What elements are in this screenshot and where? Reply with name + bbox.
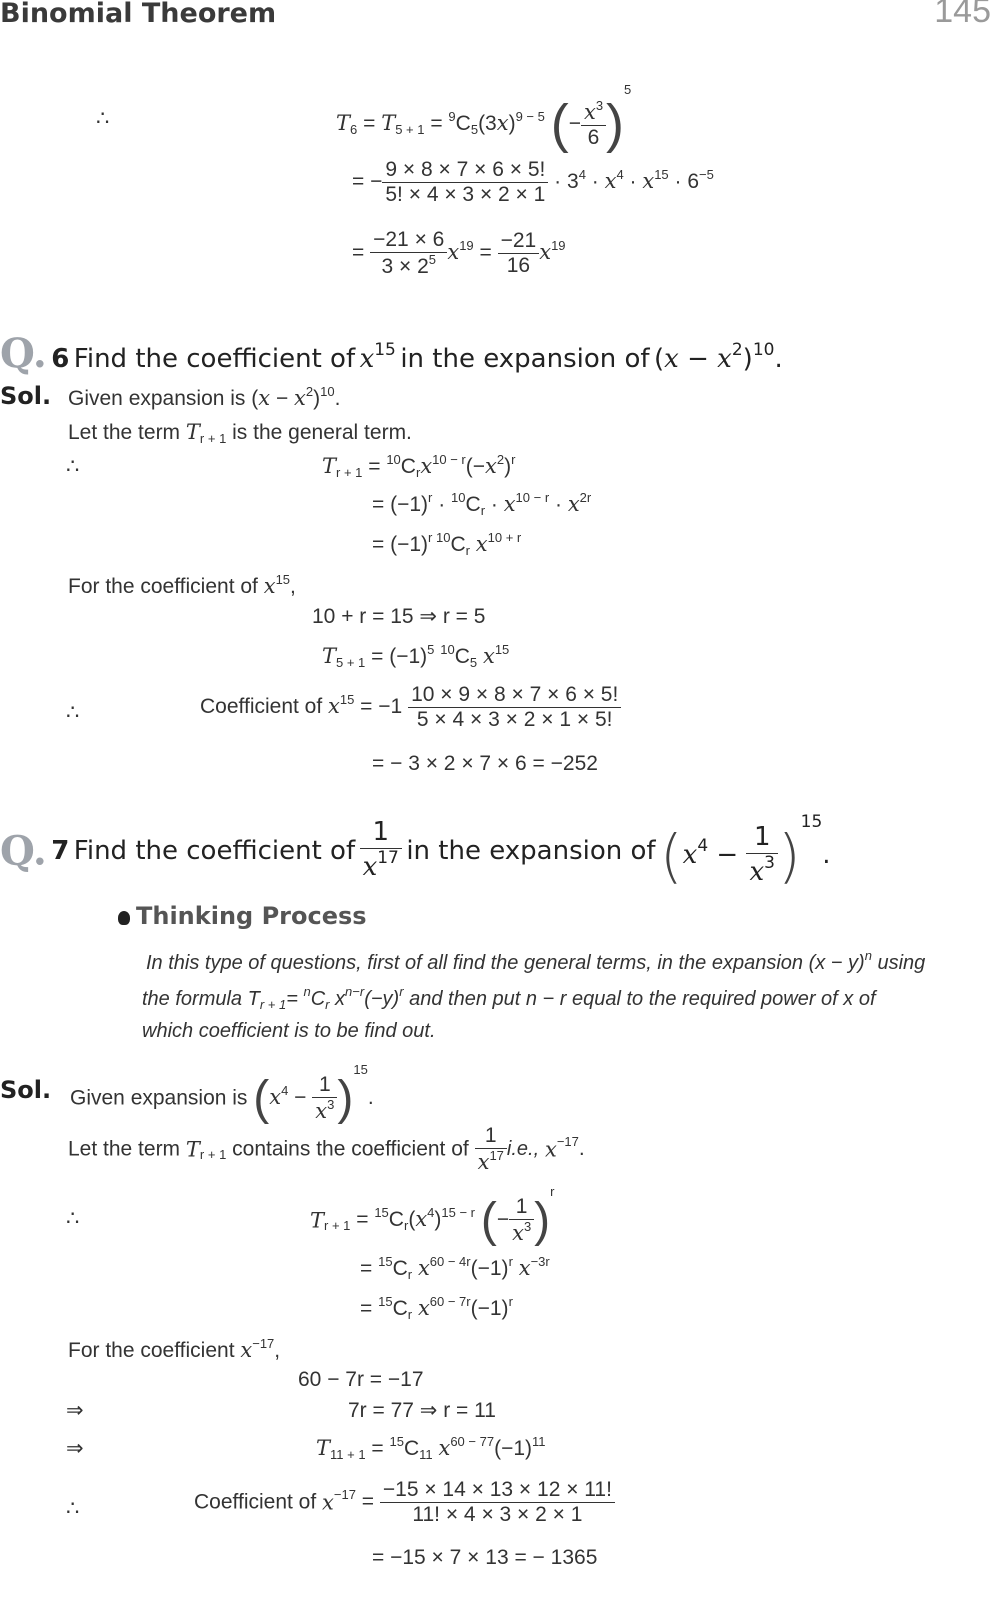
- line2-numerator: 9 × 8 × 7 × 6 × 5!: [382, 158, 548, 183]
- q7-sol-label: Sol.: [0, 1076, 52, 1104]
- q6-for-coeff: For the coefficient of $x^{15}$,: [68, 572, 296, 598]
- q6-text-2: in the expansion of: [400, 344, 650, 374]
- q6-therefore-1: ∴: [66, 455, 80, 478]
- q7-general-term-3: = $^{15}C_r$ $x^{60 - 7r}(-1)^r$: [360, 1294, 513, 1322]
- t6-equation-line: $T_6 = T_{5 + 1} = ^9C_5(3x)^{9 - 5}$ (− $\frac{x^3}{6}$ )$^5$: [336, 82, 632, 155]
- q7-step2: 7r = 77 ⇒ r = 11: [348, 1399, 496, 1422]
- q7-let-line: Let the term $T_{r + 1}$ contains the coefficient of $\frac{1}{x^{17}}$ i.e., $x^{-17}$.: [68, 1124, 585, 1175]
- q6-text: Find the coefficient of: [73, 344, 356, 374]
- q6-q-letter: Q.: [0, 330, 47, 377]
- q7-given-line: Given expansion is ($x^4$ − $\frac{1}{x^3}$ )$^{15}$.: [70, 1062, 374, 1125]
- q7-number: 7: [51, 835, 70, 866]
- q6-given-line: Given expansion is $(x - x^2)^{10}$.: [68, 384, 341, 410]
- thinking-process-title: Thinking Process: [118, 902, 367, 930]
- q6-therefore-2: ∴: [66, 701, 80, 724]
- q7-therefore-2: ∴: [66, 1497, 80, 1520]
- q6-result: = − 3 × 2 × 7 × 6 = −252: [372, 752, 598, 775]
- q7-for-coeff: For the coefficient $x^{-17}$,: [68, 1336, 281, 1362]
- q7-text: Find the coefficient of: [73, 835, 356, 866]
- t6-expansion-line: = − $\frac{9 \times 8 \times 7 \times 6 \times 5!}{5! \times 4 \times 3 \times 2 \times 1}$ · $3^4 \cdot x^4 \cdot x^{15} \cdot 6^{-5}$: [352, 158, 714, 207]
- t6-result-line: = $\frac{-21 \times 6}{3 \times 2^5}$ $x^{19}$ = $\frac{-21}{16}$ $x^{19}$: [352, 228, 566, 279]
- q7-coefficient-line: Coefficient of $x^{-17}$ = $\frac{-15 \times 14 \times 13 \times 12 \times 11!}{11! \times 4 \times 3 \times 2 \times 1}$: [194, 1478, 615, 1527]
- thinking-line-1: In this type of questions, first of all find the general terms, in the expansion $(x - y)^n$ using: [146, 948, 926, 974]
- thinking-line-2: the formula $T_{r + 1}= ^nC_r$ $x^{n-r}(-y)^r$ and then put n − r equal to the required power of x of: [142, 984, 876, 1012]
- q7-coeff-numerator: −15 × 14 × 13 × 12 × 11!: [380, 1478, 615, 1503]
- q7-t12-term: $T_{11 + 1} = ^{15}C_{11}$ $x^{60 - 77}(-1)^{11}$: [316, 1434, 546, 1462]
- line3-denominator-2: 16: [506, 254, 531, 278]
- q6-general-term-3: = $(-1)^{r 10}C_r$ $x^{10 + r}$: [372, 530, 522, 558]
- q6-number: 6: [51, 344, 70, 374]
- q7-coeff-denominator: 11! × 4 × 3 × 2 × 1: [412, 1503, 583, 1527]
- running-header-title: Binomial Theorem: [0, 0, 277, 29]
- page-number: 145: [934, 0, 991, 30]
- therefore-symbol: ∴: [96, 107, 110, 130]
- q7-text-2: in the expansion of: [406, 835, 656, 866]
- q6-general-term: $T_{r + 1} = ^{10}C_rx^{10 - r}(-x^2)^r$: [322, 452, 516, 480]
- q6-coeff-denominator: 5 × 4 × 3 × 2 × 1 × 5!: [416, 708, 613, 732]
- q6-coefficient-line: Coefficient of $x^{15} = -1$ $\frac{10 \times 9 \times 8 \times 7 \times 6 \times 5!}{5 \times 4 \times 3 \times 2 \times 1 \times 5!}$: [200, 683, 621, 732]
- lightbulb-icon: [118, 911, 130, 925]
- q6-eq-r: 10 + r = 15 ⇒ r = 5: [312, 605, 486, 628]
- q6-sol-label: Sol.: [0, 382, 52, 410]
- q6-general-term-2: = $(-1)^r \cdot ^{10}C_r \cdot x^{10 - r} \cdot x^{2r}$: [372, 490, 592, 518]
- q7-q-letter: Q.: [0, 827, 47, 875]
- line2-denominator: 5! × 4 × 3 × 2 × 1: [385, 183, 546, 207]
- q7-general-term: $T_{r + 1} = ^{15}C_r(x^4)^{15 - r}$ (− $\frac{1}{x^3}$ )$^r$: [310, 1184, 555, 1247]
- q7-result: = −15 × 7 × 13 = − 1365: [372, 1546, 598, 1569]
- q7-therefore-1: ∴: [66, 1207, 80, 1230]
- q6-coeff-numerator: 10 × 9 × 8 × 7 × 6 × 5!: [408, 683, 621, 708]
- q7-general-term-2: = $^{15}C_r$ $x^{60 - 4r}(-1)^r$ $x^{-3r}$: [360, 1254, 550, 1282]
- q7-implies-1: ⇒: [66, 1399, 84, 1422]
- q7-question: Q. 7 Find the coefficient of $\frac{1}{x^{17}}$ in the expansion of ($x^4$ − $\frac{1}{x^3}$ )$^{15}$.: [0, 812, 831, 890]
- q7-implies-2: ⇒: [66, 1437, 84, 1460]
- q6-let-line: Let the term $T_{r + 1}$ is the general term.: [68, 420, 412, 446]
- line3-numerator: −21 × 6: [370, 228, 447, 253]
- line3-numerator-2: −21: [498, 229, 540, 254]
- q7-step1: 60 − 7r = −17: [298, 1368, 424, 1391]
- thinking-line-3: which coefficient is to be find out.: [142, 1020, 436, 1042]
- q6-t6-term: $T_{5 + 1} = (-1)^5$ $^{10}C_5$ $x^{15}$: [322, 642, 510, 670]
- q6-question: Q. 6 Find the coefficient of $x^{15}$ in the expansion of $(x - x^2)^{10}$.: [0, 330, 783, 377]
